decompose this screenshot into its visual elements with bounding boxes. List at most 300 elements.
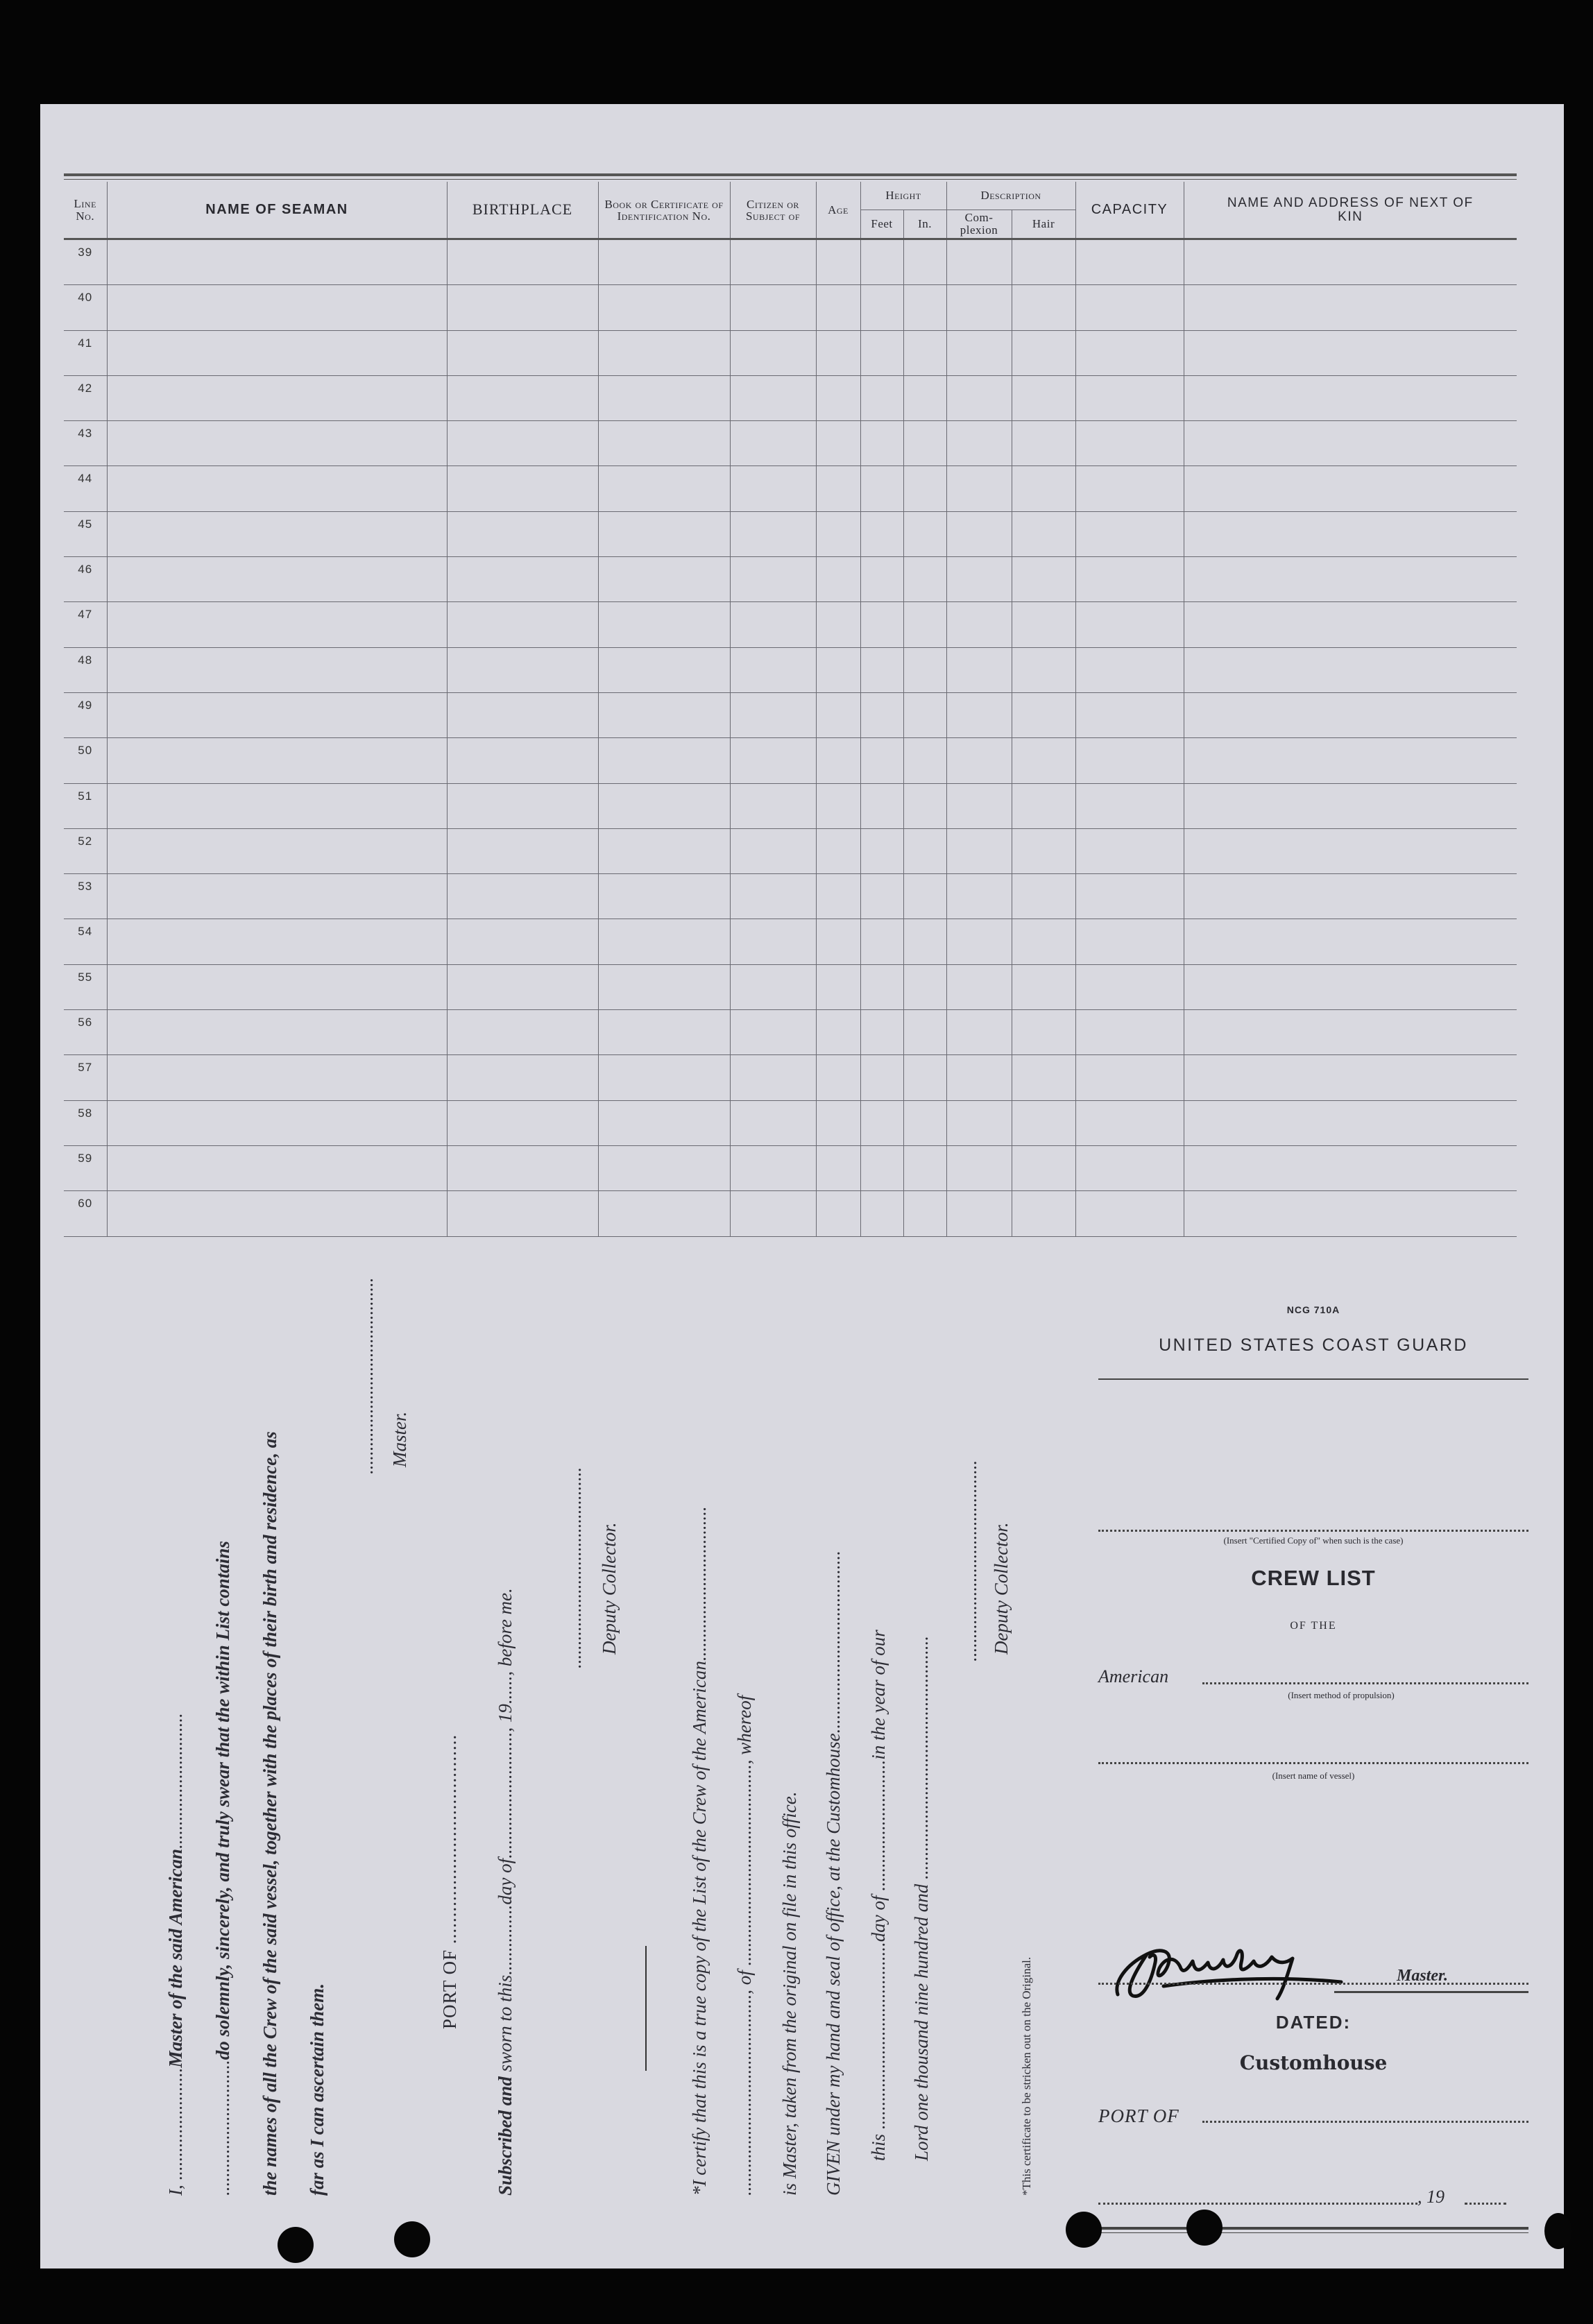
blank-cell	[946, 1191, 1012, 1236]
blank-cell	[447, 828, 598, 873]
line-number: 41	[64, 330, 107, 375]
blank-cell	[860, 874, 903, 919]
line-number: 48	[64, 647, 107, 692]
citizen-header: Citizen or Subject of	[745, 197, 801, 223]
blank-cell	[1184, 1191, 1517, 1236]
col-book	[598, 182, 730, 239]
blank-cell	[1184, 557, 1517, 602]
blank-cell	[860, 1055, 903, 1100]
blank-cell	[1075, 964, 1184, 1009]
blank-cell	[816, 1010, 860, 1055]
blank-cell	[447, 421, 598, 466]
blank-cell	[860, 285, 903, 330]
line-number: 57	[64, 1055, 107, 1100]
blank-cell	[860, 692, 903, 737]
blank-cell	[598, 557, 730, 602]
blank-cell	[946, 466, 1012, 511]
blank-cell	[1075, 557, 1184, 602]
blank-cell	[816, 1191, 860, 1236]
blank-cell	[730, 783, 816, 828]
line-number: 49	[64, 692, 107, 737]
blank-cell	[860, 511, 903, 556]
blank-cell	[816, 919, 860, 964]
blank-cell	[1075, 285, 1184, 330]
deputy-collector-label-1: Deputy Collector.	[599, 1522, 620, 1655]
blank-cell	[1184, 738, 1517, 783]
blank-cell	[816, 647, 860, 692]
blank-cell	[730, 964, 816, 1009]
col-name	[107, 182, 447, 239]
blank-cell	[860, 919, 903, 964]
blank-cell	[447, 466, 598, 511]
col-height	[860, 182, 946, 210]
next-of-kin-header: NAME AND ADDRESS OF NEXT OF KIN	[1227, 195, 1474, 224]
blank-cell	[946, 421, 1012, 466]
cert-line-5: this ........................................day of ............................in the year of our	[868, 1630, 889, 2161]
blank-cell	[860, 647, 903, 692]
cover-master-label: Master.	[1397, 1967, 1449, 1985]
vessel-name-blank	[1098, 1762, 1528, 1764]
separator-rule	[645, 1946, 647, 2071]
blank-cell	[107, 421, 447, 466]
age-header: Age	[828, 203, 849, 216]
blank-cell	[1012, 285, 1075, 330]
blank-cell	[1184, 964, 1517, 1009]
table-row	[64, 1010, 1517, 1055]
blank-cell	[1012, 375, 1075, 420]
blank-cell	[1184, 285, 1517, 330]
blank-cell	[946, 511, 1012, 556]
vessel-name-note: (Insert name of vessel)	[1272, 1770, 1355, 1781]
blank-cell	[860, 1191, 903, 1236]
blank-cell	[730, 1100, 816, 1145]
line-number: 58	[64, 1100, 107, 1145]
blank-cell	[1075, 1055, 1184, 1100]
blank-cell	[1075, 919, 1184, 964]
table-row	[64, 828, 1517, 873]
crew-rows	[64, 239, 1517, 1237]
blank-cell	[598, 692, 730, 737]
table-row	[64, 421, 1517, 466]
blank-cell	[816, 421, 860, 466]
line-number: 42	[64, 375, 107, 420]
blank-cell	[1012, 511, 1075, 556]
blank-cell	[1184, 375, 1517, 420]
blank-cell	[1075, 1145, 1184, 1190]
oath-line-1	[165, 1713, 187, 2196]
blank-cell	[598, 421, 730, 466]
crew-grid	[64, 182, 1517, 1237]
blank-cell	[816, 828, 860, 873]
blank-cell	[816, 330, 860, 375]
blank-cell	[903, 874, 946, 919]
blank-cell	[730, 285, 816, 330]
blank-cell	[1012, 919, 1075, 964]
line-number: 40	[64, 285, 107, 330]
col-feet	[860, 210, 903, 239]
deputy-collector-label-2: Deputy Collector.	[991, 1522, 1012, 1655]
hair-header: Hair	[1032, 217, 1055, 230]
crew-list-page	[40, 104, 1564, 2269]
punch-hole	[1544, 2213, 1572, 2249]
blank-cell	[1075, 239, 1184, 285]
blank-cell	[447, 511, 598, 556]
table-row	[64, 1145, 1517, 1190]
sworn-line: Subscribed and sworn to this...............day of..........................., 19......, before me.	[495, 1588, 516, 2196]
blank-cell	[860, 375, 903, 420]
blank-cell	[946, 557, 1012, 602]
blank-cell	[730, 692, 816, 737]
blank-cell	[1184, 1055, 1517, 1100]
blank-cell	[1012, 557, 1075, 602]
blank-cell	[903, 511, 946, 556]
date-blank	[1098, 2203, 1417, 2205]
cert-line-6: Lord one thousand nine hundred and ....................................................	[911, 1636, 932, 2161]
blank-cell	[1012, 602, 1075, 647]
certified-copy-note: (Insert "Certified Copy of" when such is the case)	[1223, 1535, 1404, 1546]
blank-cell	[1012, 1145, 1075, 1190]
port-of-line: PORT OF .......................................	[439, 1734, 460, 2029]
feet-header: Feet	[871, 217, 893, 230]
blank-cell	[598, 239, 730, 285]
blank-cell	[1012, 239, 1075, 285]
blank-cell	[107, 1145, 447, 1190]
blank-cell	[1184, 874, 1517, 919]
blank-cell	[946, 964, 1012, 1009]
blank-cell	[447, 330, 598, 375]
blank-cell	[1075, 1191, 1184, 1236]
blank-cell	[107, 466, 447, 511]
blank-cell	[1184, 421, 1517, 466]
blank-cell	[598, 375, 730, 420]
blank-cell	[816, 964, 860, 1009]
line-number: 59	[64, 1145, 107, 1190]
blank-cell	[1012, 1191, 1075, 1236]
blank-cell	[903, 828, 946, 873]
blank-cell	[1075, 602, 1184, 647]
blank-cell	[447, 692, 598, 737]
blank-cell	[1075, 466, 1184, 511]
blank-cell	[598, 466, 730, 511]
organization-name: UNITED STATES COAST GUARD	[1159, 1335, 1468, 1355]
blank-cell	[107, 874, 447, 919]
cert-line-3: is Master, taken from the original on file in this office.	[779, 1791, 800, 2196]
complexion-header: Com- plexion	[960, 211, 998, 237]
col-birthplace	[447, 182, 598, 239]
cert-line-4: GIVEN under my hand and seal of office, at the Customhouse.......................................	[823, 1550, 844, 2196]
line-number: 47	[64, 602, 107, 647]
blank-cell	[107, 828, 447, 873]
blank-cell	[816, 1145, 860, 1190]
certificate-footnote: *This certificate to be stricken out on the Original.	[1020, 1956, 1033, 2196]
blank-cell	[598, 874, 730, 919]
punch-hole	[394, 2221, 430, 2257]
blank-cell	[1075, 692, 1184, 737]
line-number: 53	[64, 874, 107, 919]
blank-cell	[730, 466, 816, 511]
blank-cell	[816, 1055, 860, 1100]
blank-cell	[860, 330, 903, 375]
blank-cell	[598, 828, 730, 873]
deputy-collector-line-1: ...........................................	[564, 1467, 585, 1668]
bottom-rule-thin	[1098, 2232, 1528, 2233]
blank-cell	[598, 1191, 730, 1236]
blank-cell	[903, 647, 946, 692]
blank-cell	[1012, 421, 1075, 466]
blank-cell	[447, 738, 598, 783]
blank-cell	[1075, 783, 1184, 828]
blank-cell	[730, 919, 816, 964]
line-number: 55	[64, 964, 107, 1009]
blank-cell	[107, 919, 447, 964]
blank-cell	[447, 1100, 598, 1145]
blank-cell	[1012, 964, 1075, 1009]
blank-cell	[946, 285, 1012, 330]
book-header: Book or Certificate of Identification No.	[604, 197, 724, 223]
blank-cell	[107, 1010, 447, 1055]
table-row	[64, 602, 1517, 647]
blank-cell	[816, 511, 860, 556]
blank-cell	[1075, 330, 1184, 375]
cert-line-1: *I certify that this is a true copy of the List of the Crew of the American.................................	[689, 1506, 710, 2196]
blank-cell	[946, 1145, 1012, 1190]
blank-cell	[816, 375, 860, 420]
blank-cell	[447, 602, 598, 647]
blank-cell	[730, 602, 816, 647]
blank-cell	[107, 1191, 447, 1236]
blank-cell	[903, 330, 946, 375]
table-row	[64, 783, 1517, 828]
blank-cell	[946, 1055, 1012, 1100]
blank-cell	[1012, 828, 1075, 873]
blank-cell	[107, 511, 447, 556]
blank-cell	[1184, 828, 1517, 873]
table-row	[64, 466, 1517, 511]
blank-cell	[860, 239, 903, 285]
oath-section	[130, 1238, 1053, 2210]
blank-cell	[598, 330, 730, 375]
table-row	[64, 692, 1517, 737]
blank-cell	[903, 1010, 946, 1055]
blank-cell	[1184, 1010, 1517, 1055]
blank-cell	[903, 375, 946, 420]
blank-cell	[1012, 1010, 1075, 1055]
blank-cell	[903, 1100, 946, 1145]
blank-cell	[107, 647, 447, 692]
line-number: 52	[64, 828, 107, 873]
oath-vessel-blank: .............................	[165, 1713, 186, 1849]
blank-cell	[1012, 330, 1075, 375]
blank-cell	[1184, 919, 1517, 964]
oath-rotated	[130, 1238, 1053, 2210]
oath-swear-text: do solemnly, sincerely, and truly swear that the within List contains	[212, 1541, 233, 2060]
table-row	[64, 1100, 1517, 1145]
blank-cell	[1012, 466, 1075, 511]
blank-cell	[946, 375, 1012, 420]
master-signature-line: ..........................................	[356, 1277, 377, 1474]
blank-cell	[946, 647, 1012, 692]
blank-cell	[946, 738, 1012, 783]
blank-cell	[730, 874, 816, 919]
master-label: Master.	[389, 1411, 410, 1467]
punch-hole	[1186, 2210, 1223, 2246]
blank-cell	[1184, 1145, 1517, 1190]
line-number: 60	[64, 1191, 107, 1236]
blank-cell	[730, 738, 816, 783]
table-top-rule	[64, 173, 1517, 176]
blank-cell	[903, 1145, 946, 1190]
oath-master-of-american: Master of the said American	[165, 1848, 186, 2068]
table-row	[64, 647, 1517, 692]
line-number: 51	[64, 783, 107, 828]
blank-cell	[946, 330, 1012, 375]
master-rule	[1334, 1991, 1528, 1993]
table-row	[64, 239, 1517, 285]
table-row	[64, 285, 1517, 330]
col-inches	[903, 210, 946, 239]
blank-cell	[1012, 647, 1075, 692]
blank-cell	[598, 511, 730, 556]
blank-cell	[1012, 874, 1075, 919]
blank-cell	[1184, 511, 1517, 556]
blank-cell	[816, 1100, 860, 1145]
blank-cell	[107, 692, 447, 737]
blank-cell	[730, 647, 816, 692]
form-number: NCG 710A	[1286, 1304, 1340, 1315]
birthplace-header: BIRTHPLACE	[472, 200, 573, 218]
height-header: Height	[885, 189, 921, 202]
blank-cell	[107, 375, 447, 420]
blank-cell	[860, 466, 903, 511]
blank-cell	[1075, 1100, 1184, 1145]
blank-cell	[816, 738, 860, 783]
table-row	[64, 557, 1517, 602]
blank-cell	[903, 964, 946, 1009]
blank-cell	[903, 1055, 946, 1100]
blank-cell	[598, 602, 730, 647]
line-number: 39	[64, 239, 107, 285]
blank-cell	[730, 330, 816, 375]
line-number: 45	[64, 511, 107, 556]
blank-cell	[447, 1055, 598, 1100]
blank-cell	[447, 1145, 598, 1190]
year-blank	[1465, 2203, 1506, 2205]
blank-cell	[447, 964, 598, 1009]
oath-master-name-blank: I, ........................	[165, 2067, 186, 2196]
table-row	[64, 874, 1517, 919]
blank-cell	[1012, 738, 1075, 783]
blank-cell	[860, 1100, 903, 1145]
blank-cell	[816, 874, 860, 919]
blank-cell	[447, 557, 598, 602]
blank-cell	[107, 557, 447, 602]
blank-cell	[107, 239, 447, 285]
blank-cell	[1184, 330, 1517, 375]
blank-cell	[946, 828, 1012, 873]
blank-cell	[107, 1100, 447, 1145]
oath-line-3: the names of all the Crew of the said vessel, together with the places of their birth and residence, as	[259, 1431, 280, 2196]
oath-line-2	[212, 1541, 234, 2196]
blank-cell	[903, 1191, 946, 1236]
blank-cell	[1075, 421, 1184, 466]
table-row	[64, 738, 1517, 783]
blank-cell	[1075, 874, 1184, 919]
blank-cell	[860, 1145, 903, 1190]
capacity-header: CAPACITY	[1091, 202, 1168, 217]
customhouse-label: Customhouse	[1239, 2051, 1388, 2074]
blank-cell	[946, 1010, 1012, 1055]
blank-cell	[730, 1055, 816, 1100]
blank-cell	[730, 1191, 816, 1236]
blank-cell	[107, 285, 447, 330]
line-number: 54	[64, 919, 107, 964]
org-rule	[1098, 1378, 1528, 1380]
blank-cell	[598, 647, 730, 692]
oath-line-4: far as I can ascertain them.	[307, 1983, 327, 2196]
blank-cell	[598, 1145, 730, 1190]
blank-cell	[730, 239, 816, 285]
blank-cell	[1184, 239, 1517, 285]
blank-cell	[1075, 828, 1184, 873]
blank-cell	[107, 738, 447, 783]
blank-cell	[860, 828, 903, 873]
col-capacity	[1075, 182, 1184, 239]
bottom-rule	[1098, 2227, 1528, 2230]
blank-cell	[903, 692, 946, 737]
blank-cell	[946, 783, 1012, 828]
blank-cell	[447, 919, 598, 964]
port-of-label: PORT OF	[439, 1949, 460, 2029]
blank-cell	[447, 1191, 598, 1236]
line-number: 50	[64, 738, 107, 783]
propulsion-note: (Insert method of propulsion)	[1288, 1690, 1395, 1700]
blank-cell	[903, 738, 946, 783]
blank-cell	[598, 1055, 730, 1100]
blank-cell	[903, 239, 946, 285]
blank-cell	[1075, 1010, 1184, 1055]
col-citizen	[730, 182, 816, 239]
blank-cell	[903, 783, 946, 828]
blank-cell	[598, 919, 730, 964]
blank-cell	[1184, 602, 1517, 647]
blank-cell	[447, 285, 598, 330]
blank-cell	[903, 919, 946, 964]
blank-cell	[730, 1145, 816, 1190]
description-header: Description	[980, 189, 1041, 202]
blank-cell	[816, 783, 860, 828]
master-signature	[1105, 1926, 1355, 2010]
col-age	[816, 182, 860, 239]
blank-cell	[598, 783, 730, 828]
blank-cell	[903, 466, 946, 511]
col-complexion	[946, 210, 1012, 239]
cert-line-2: ..........................................., of ..........................................., whereof	[734, 1695, 755, 2196]
blank-cell	[946, 919, 1012, 964]
blank-cell	[1012, 1055, 1075, 1100]
blank-cell	[730, 557, 816, 602]
blank-cell	[1012, 783, 1075, 828]
blank-cell	[598, 738, 730, 783]
blank-cell	[447, 239, 598, 285]
col-line-no	[64, 182, 107, 239]
line-number: 56	[64, 1010, 107, 1055]
blank-cell	[107, 602, 447, 647]
blank-cell	[946, 239, 1012, 285]
blank-cell	[816, 692, 860, 737]
deputy-collector-line-2: ...........................................	[960, 1460, 980, 1661]
blank-cell	[1075, 511, 1184, 556]
blank-cell	[903, 421, 946, 466]
